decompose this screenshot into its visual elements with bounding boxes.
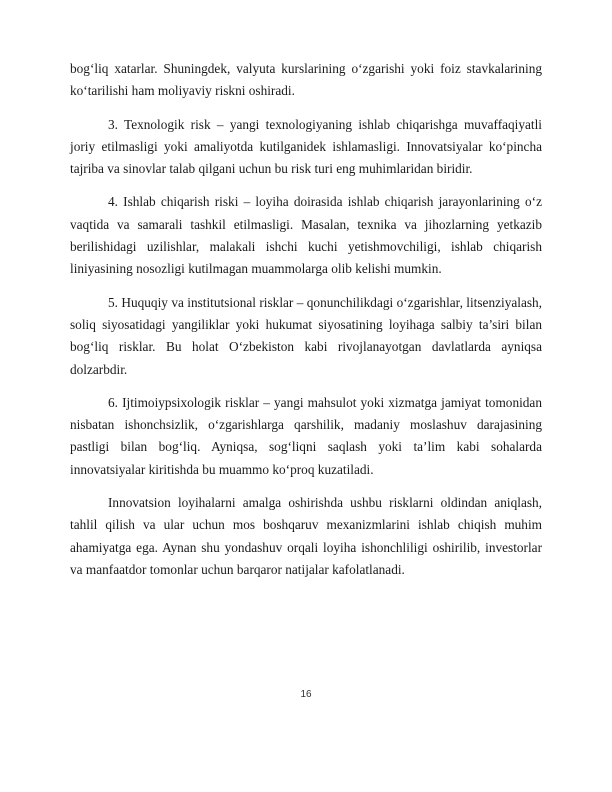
paragraph-production-risk: 4. Ishlab chiqarish riski – loyiha doirasida ishlab chiqarish jarayonlarining o‘z vaqtida va samarali tashkil etilmasligi. Masalan, texnika va jihozlarning yetkazib berilishidagi uzilishlar, malakali ishchi kuchi yetishmovchiligi, ishlab chiqarish liniyasining nosozligi kutilmagan muammolarga olib kelishi mumkin. (70, 194, 542, 277)
page-number: 16 (300, 689, 312, 700)
paragraph-technological-risk: 3. Texnologik risk – yangi texnologiyaning ishlab chiqarishga muvaffaqiyatli joriy etilmasligi yoki amaliyotda kutilganidek ishlamasligi. Innovatsiyalar ko‘pincha tajriba va sinovlar talab qilgani uchun bu risk turi eng muhimlaridan biridir. (70, 116, 542, 177)
document-page (70, 58, 542, 592)
paragraph-legal-institutional-risks: 5. Huquqiy va institutsional risklar – qonunchilikdagi o‘zgarishlar, litsenziyalash, soliq siyosatidagi yangiliklar yoki hukumat siyosatining loyihaga salbiy ta’siri bilan bog‘liq risklar. Bu holat O‘zbekiston kabi rivojlanayotgan davlatlarda ayniqsa dolzarbdir. (70, 294, 542, 377)
paragraph-financial-risk-continuation: bog‘liq xatarlar. Shuningdek, valyuta kurslarining o‘zgarishi yoki foiz stavkalarining ko‘tarilishi ham moliyaviy riskni oshiradi. (70, 61, 542, 99)
paragraph-socio-psychological-risks: 6. Ijtimoiypsixologik risklar – yangi mahsulot yoki xizmatga jamiyat tomonidan nisbatan ishonchsizlik, o‘zgarishlarga qarshilik, madaniy moslashuv darajasining pastligi bilan bog‘liq. Ayniqsa, sog‘liqni saqlash yoki ta’lim kabi sohalarda innovatsiyalar kiritishda bu muammo ko‘proq kuzatiladi. (70, 394, 542, 477)
paragraph-conclusion: Innovatsion loyihalarni amalga oshirishda ushbu risklarni oldindan aniqlash, tahlil qilish va ular uchun mos boshqaruv mexanizmlarini ishlab chiqish muhim ahamiyatga ega. Aynan shu yondashuv orqali loyiha ishonchliligi oshirilib, investorlar va manfaatdor tomonlar uchun barqaror natijalar kafolatlanadi. (70, 495, 542, 577)
